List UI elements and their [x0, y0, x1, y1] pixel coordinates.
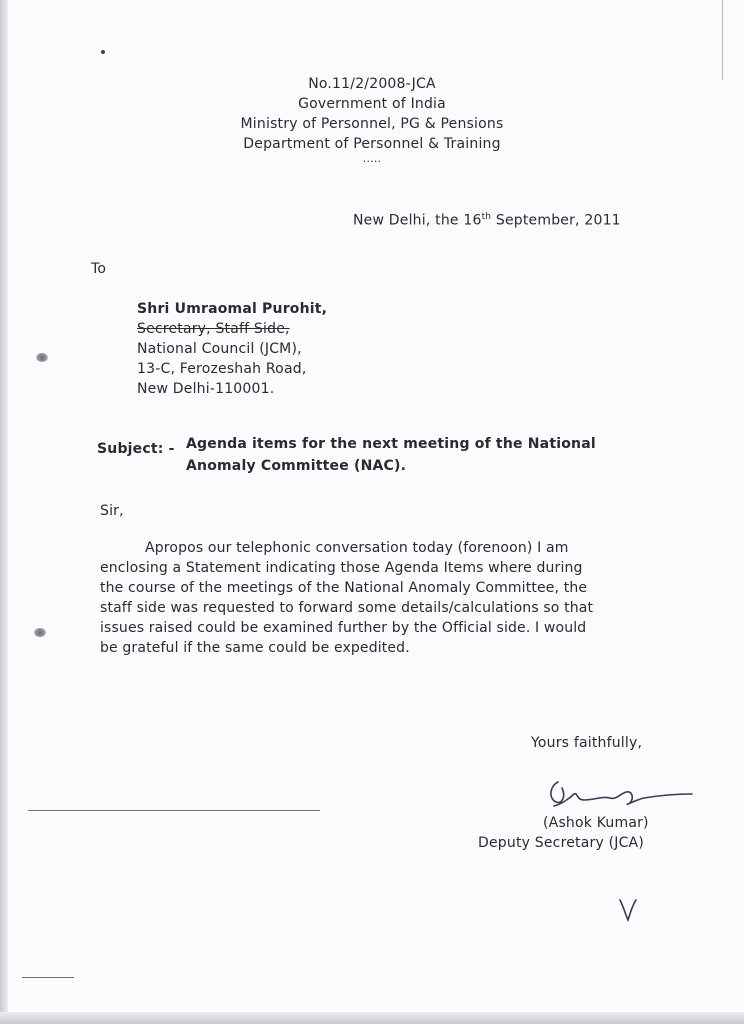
closing: Yours faithfully, — [531, 735, 643, 751]
speck — [101, 50, 105, 54]
department-name: Department of Personnel & Training — [243, 136, 501, 152]
body-line: Apropos our telephonic conversation today (forenoon) I am — [145, 540, 569, 556]
subject-label: Subject: - — [97, 441, 175, 457]
body-line: issues raised could be examined further by the Official side. I would — [100, 620, 587, 636]
ministry-name: Ministry of Personnel, PG & Pensions — [240, 116, 504, 132]
signatory-name: (Ashok Kumar) — [543, 815, 649, 831]
recipient-line-1: Secretary, Staff Side, — [137, 321, 290, 337]
recipient-line-3: 13-C, Ferozeshah Road, — [137, 361, 307, 377]
divider-line — [28, 810, 320, 811]
punch-hole-bottom — [34, 628, 46, 637]
body-line: enclosing a Statement indicating those Agenda Items where during — [100, 560, 583, 576]
to-label: To — [91, 261, 107, 277]
recipient-name: Shri Umraomal Purohit, — [137, 301, 328, 317]
recipient-line-2: National Council (JCM), — [137, 341, 302, 357]
body-line: the course of the meetings of the National Anomaly Committee, the — [100, 580, 588, 596]
signatory-title: Deputy Secretary (JCA) — [478, 835, 645, 851]
tick-mark — [616, 896, 640, 924]
body-line: be grateful if the same could be expedited. — [100, 640, 410, 656]
handwritten-signature — [540, 776, 700, 816]
subject-line-2: Anomaly Committee (NAC). — [186, 458, 407, 474]
file-number: No.11/2/2008-JCA — [308, 76, 436, 92]
subject-line-1: Agenda items for the next meeting of the National — [186, 436, 596, 452]
divider-line-short — [22, 977, 74, 978]
scan-bottom-edge — [0, 1012, 744, 1024]
recipient-line-4: New Delhi-110001. — [137, 381, 275, 397]
government-name: Government of India — [298, 96, 446, 112]
body-line: staff side was requested to forward some details/calculations so that — [100, 600, 594, 616]
salutation: Sir, — [100, 503, 124, 519]
scan-right-rule — [722, 0, 723, 80]
letter-date: New Delhi, the 16th September, 2011 — [353, 212, 621, 229]
header-separator: ..... — [362, 152, 382, 165]
punch-hole-top — [36, 353, 48, 362]
